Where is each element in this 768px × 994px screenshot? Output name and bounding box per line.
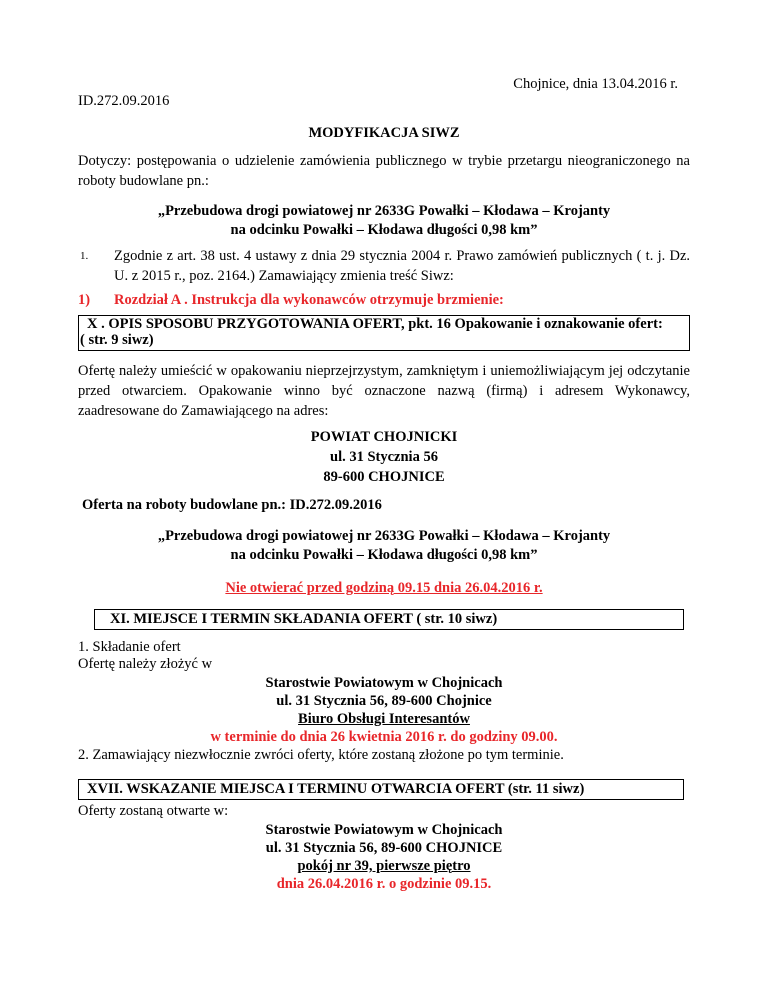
submission-item2: 2. Zamawiający niezwłocznie zwróci oferty, które zostaną złożone po tym terminie.: [78, 747, 564, 763]
opening-place-line3: pokój nr 39, pierwsze piętro: [297, 858, 471, 874]
do-not-open-notice: Nie otwierać przed godziną 09.15 dnia 26.04.2016 r.: [225, 580, 543, 596]
section-xvii-box: [78, 779, 684, 800]
submission-place-line2: ul. 31 Stycznia 56, 89-600 Chojnice: [276, 693, 492, 709]
section-number: 1): [78, 292, 91, 308]
packaging-paragraph: Ofertę należy umieścić w opakowaniu nieprzejrzystym, zamkniętym i uniemożliwiającym jej odczytanie przed otwarciem. Opakowanie winno być oznaczone nazwą (firmą) i adresem Wykonawcy, zaadresowane do Zamawiającego na adres:: [78, 363, 690, 419]
project-name-line2: na odcinku Powałki – Kłodawa długości 0,98 km”: [230, 222, 538, 238]
opening-place-line1: Starostwie Powiatowym w Chojnicach: [265, 822, 503, 838]
point-number: 1.: [80, 250, 89, 262]
submission-item1: 1. Składanie ofert: [78, 639, 181, 655]
offer-project-line2: na odcinku Powałki – Kłodawa długości 0,98 km”: [230, 547, 538, 563]
opening-intro: Oferty zostaną otwarte w:: [78, 803, 229, 819]
project-name-line1: „Przebudowa drogi powiatowej nr 2633G Powałki – Kłodawa – Krojanty: [157, 203, 611, 219]
submission-deadline: w terminie do dnia 26 kwietnia 2016 r. do godziny 09.00.: [210, 729, 558, 745]
section-x-box: [78, 315, 690, 351]
submission-place-line1: Starostwie Powiatowym w Chojnicach: [265, 675, 503, 691]
point-text: Zgodnie z art. 38 ust. 4 ustawy z dnia 29 stycznia 2004 r. Prawo zamówień publicznych ( t. j. Dz. U. z 2015 r., poz. 2164.) Zamawiający zmienia treść Siwz:: [114, 248, 690, 284]
opening-place-line2: ul. 31 Stycznia 56, 89-600 CHOJNICE: [265, 840, 503, 856]
submission-place-line3: Biuro Obsługi Interesantów: [298, 711, 470, 727]
address-line1: POWIAT CHOJNICKI: [310, 429, 458, 445]
section-x-page-ref: ( str. 9 siwz): [80, 332, 154, 348]
section-x-title: X . OPIS SPOSOBU PRZYGOTOWANIA OFERT, pkt. 16 Opakowanie i oznakowanie ofert:: [87, 316, 663, 332]
section-heading: Rozdział A . Instrukcja dla wykonawców otrzymuje brzmienie:: [114, 292, 504, 308]
address-line2: ul. 31 Stycznia 56: [330, 449, 438, 465]
address-line3: 89-600 CHOJNICE: [323, 469, 445, 485]
offer-label: Oferta na roboty budowlane pn.: ID.272.09.2016: [82, 497, 382, 513]
section-xi-title: XI. MIEJSCE I TERMIN SKŁADANIA OFERT ( str. 10 siwz): [110, 611, 498, 627]
document-title: MODYFIKACJA SIWZ: [308, 125, 460, 141]
reference-number: ID.272.09.2016: [78, 93, 170, 109]
place-date: Chojnice, dnia 13.04.2016 r.: [513, 76, 678, 92]
offer-project-line1: „Przebudowa drogi powiatowej nr 2633G Powałki – Kłodawa – Krojanty: [157, 528, 611, 544]
intro-text: Dotyczy: postępowania o udzielenie zamówienia publicznego w trybie przetargu nieograniczonego na roboty budowlane pn.:: [78, 153, 690, 189]
submission-item1-text: Ofertę należy złożyć w: [78, 656, 213, 672]
section-xi-box: [94, 609, 684, 630]
opening-datetime: dnia 26.04.2016 r. o godzinie 09.15.: [276, 876, 492, 892]
section-xvii-title: XVII. WSKAZANIE MIEJSCA I TERMINU OTWARCIA OFERT (str. 11 siwz): [87, 781, 585, 797]
